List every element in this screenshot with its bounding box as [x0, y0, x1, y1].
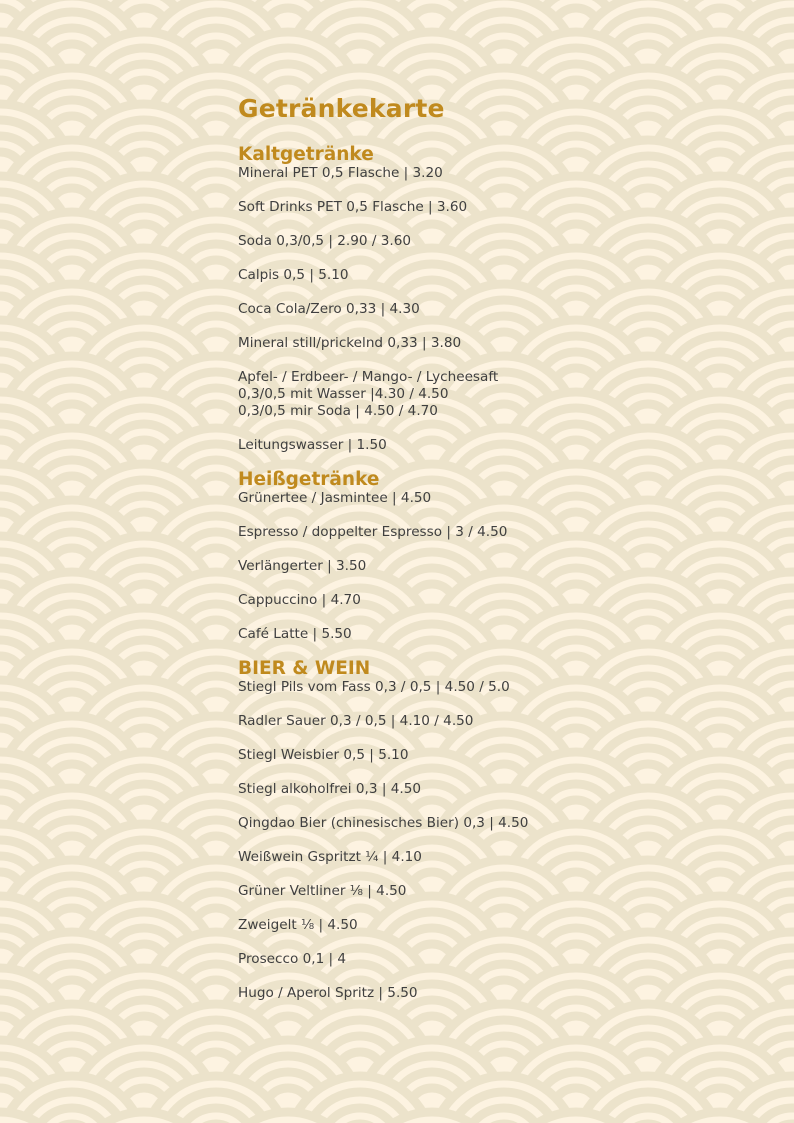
item-text: Leitungswasser | 1.50 — [238, 437, 387, 453]
section-kaltgetraenke — [238, 145, 678, 454]
item-text: Radler Sauer 0,3 / 0,5 | 4.10 / 4.50 — [238, 713, 474, 729]
item-text: Grüner Veltliner ⅛ | 4.50 — [238, 883, 407, 899]
menu-content — [238, 92, 678, 1018]
menu-item — [238, 267, 678, 284]
menu-item — [238, 369, 678, 420]
menu-item — [238, 524, 678, 541]
section-heissgetraenke — [238, 470, 678, 643]
menu-item — [238, 985, 678, 1002]
menu-item — [238, 626, 678, 643]
menu-item — [238, 781, 678, 798]
section-heading: Heißgetränke — [238, 469, 380, 490]
item-text: Café Latte | 5.50 — [238, 626, 352, 642]
section-heading: Kaltgetränke — [238, 144, 374, 165]
item-text: Apfel- / Erdbeer- / Mango- / Lycheesaft — [238, 369, 499, 385]
menu-item — [238, 558, 678, 575]
section-heading: BIER & WEIN — [238, 658, 371, 679]
item-text: Verlängerter | 3.50 — [238, 558, 367, 574]
item-text: Prosecco 0,1 | 4 — [238, 951, 347, 967]
section-bier-wein — [238, 659, 678, 1002]
item-list — [238, 679, 678, 1002]
item-text: Mineral PET 0,5 Flasche | 3.20 — [238, 165, 443, 181]
menu-item — [238, 917, 678, 934]
item-text: Soda 0,3/0,5 | 2.90 / 3.60 — [238, 233, 412, 249]
item-list — [238, 165, 678, 454]
item-text: Hugo / Aperol Spritz | 5.50 — [238, 985, 418, 1001]
menu-item — [238, 747, 678, 764]
item-text: Grünertee / Jasmintee | 4.50 — [238, 490, 432, 506]
item-text: 0,3/0,5 mir Soda | 4.50 / 4.70 — [238, 403, 438, 419]
item-text: 0,3/0,5 mit Wasser |4.30 / 4.50 — [238, 386, 449, 402]
menu-item — [238, 233, 678, 250]
item-list — [238, 490, 678, 643]
item-text: Weißwein Gspritzt ¼ | 4.10 — [238, 849, 422, 865]
item-text: Calpis 0,5 | 5.10 — [238, 267, 349, 283]
item-text: Zweigelt ⅛ | 4.50 — [238, 917, 358, 933]
menu-item — [238, 199, 678, 216]
item-text: Soft Drinks PET 0,5 Flasche | 3.60 — [238, 199, 468, 215]
item-text: Stiegl Pils vom Fass 0,3 / 0,5 | 4.50 / 5.0 — [238, 679, 510, 695]
item-text: Coca Cola/Zero 0,33 | 4.30 — [238, 301, 420, 317]
menu-item — [238, 592, 678, 609]
item-text: Stiegl alkoholfrei 0,3 | 4.50 — [238, 781, 421, 797]
menu-item — [238, 165, 678, 182]
menu-item — [238, 883, 678, 900]
item-text: Espresso / doppelter Espresso | 3 / 4.50 — [238, 524, 508, 540]
menu-item — [238, 679, 678, 696]
menu-item — [238, 335, 678, 352]
menu-item — [238, 713, 678, 730]
menu-item — [238, 951, 678, 968]
item-text: Mineral still/prickelnd 0,33 | 3.80 — [238, 335, 462, 351]
item-text: Qingdao Bier (chinesisches Bier) 0,3 | 4.50 — [238, 815, 529, 831]
menu-item — [238, 437, 678, 454]
page-title: Getränkekarte — [238, 94, 445, 123]
item-text: Cappuccino | 4.70 — [238, 592, 361, 608]
item-text: Stiegl Weisbier 0,5 | 5.10 — [238, 747, 409, 763]
menu-item — [238, 815, 678, 832]
menu-item — [238, 490, 678, 507]
menu-item — [238, 849, 678, 866]
menu-item — [238, 301, 678, 318]
